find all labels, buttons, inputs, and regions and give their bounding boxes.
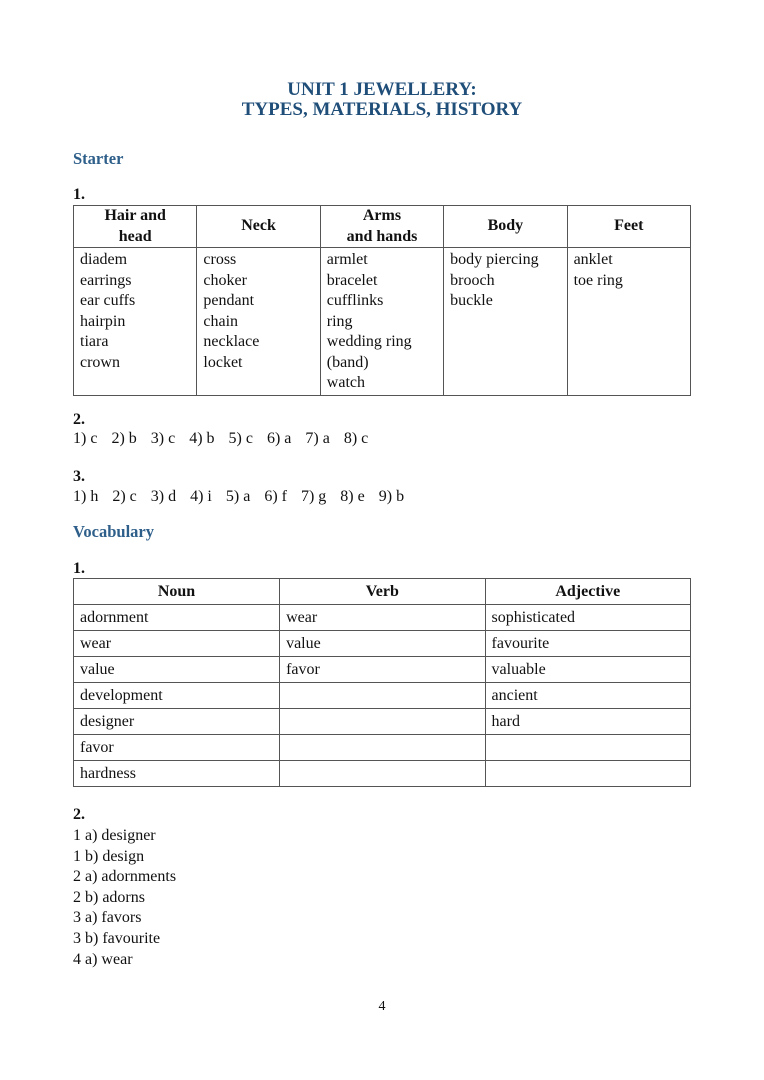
page-number: 4 <box>378 999 386 1014</box>
list-item: wedding ring <box>326 333 412 350</box>
list-item: anklet <box>573 251 613 268</box>
answer-item: 5) a <box>225 488 251 505</box>
table-cell <box>280 761 485 787</box>
list-item: 1 a) designer <box>73 827 156 844</box>
column-header: Body <box>444 206 567 248</box>
answer-item: 2) b <box>111 430 137 447</box>
table-cell: hardness <box>74 761 280 787</box>
starter-ex3-answers <box>73 487 418 507</box>
table-cell: value <box>280 631 485 657</box>
column-header: Adjective <box>485 579 690 605</box>
column-header: Verb <box>280 579 485 605</box>
list-item: 1 b) design <box>73 847 145 865</box>
list-item: watch <box>326 374 365 391</box>
column-header: Noun <box>74 579 280 605</box>
table-cell: development <box>74 683 280 709</box>
list-item: necklace <box>203 333 260 350</box>
list-item: (band) <box>326 353 369 371</box>
answer-item: 1) h <box>73 488 99 505</box>
answer-item: 4) i <box>190 488 212 505</box>
vocabulary-ex1-number: 1. <box>73 560 85 577</box>
list-item: cross <box>203 251 237 268</box>
starter-ex1-number: 1. <box>73 186 85 203</box>
word-forms-table <box>73 578 691 787</box>
unit-title-line-1: UNIT 1 JEWELLERY: <box>287 79 477 100</box>
list-item: earrings <box>80 271 132 289</box>
table-row <box>74 683 691 709</box>
list-item: diadem <box>80 251 128 268</box>
list-item: tiara <box>80 333 109 350</box>
table-cell <box>280 683 485 709</box>
list-item: 2 b) adorns <box>73 888 145 906</box>
table-cell <box>320 248 443 396</box>
list-item: hairpin <box>80 312 126 330</box>
table-cell <box>485 761 690 787</box>
list-item: 3 a) favors <box>73 909 142 927</box>
list-item: ear cuffs <box>80 292 136 309</box>
answer-item: 1) c <box>73 430 98 447</box>
vocabulary-ex2-number: 2. <box>73 806 85 823</box>
table-cell: hard <box>485 709 690 735</box>
table-cell: favourite <box>485 631 690 657</box>
table-row <box>74 248 691 396</box>
list-item: 4 a) wear <box>73 950 133 968</box>
table-row <box>74 605 691 631</box>
list-item: toe ring <box>573 271 623 289</box>
answer-item: 6) a <box>266 430 292 447</box>
table-row <box>74 735 691 761</box>
list-item: 2 a) adornments <box>73 868 177 886</box>
table-cell: wear <box>74 631 280 657</box>
table-cell: favor <box>280 657 485 683</box>
column-header: Hair and head <box>74 206 197 248</box>
vocabulary-ex2-answer-list <box>73 826 176 970</box>
answer-item: 6) f <box>264 488 287 505</box>
answer-item: 9) b <box>378 488 405 505</box>
answer-item: 3) c <box>150 430 176 447</box>
answer-item: 2) c <box>112 488 137 505</box>
table-row <box>74 709 691 735</box>
table-cell: adornment <box>74 605 280 631</box>
answer-item: 3) d <box>150 488 177 505</box>
list-item: armlet <box>326 251 368 268</box>
list-item: 3 b) favourite <box>73 929 161 947</box>
table-cell <box>567 248 690 396</box>
list-item: bracelet <box>326 271 378 289</box>
table-header-row <box>74 206 691 248</box>
list-item: buckle <box>450 292 493 309</box>
answer-item: 7) g <box>300 488 327 505</box>
table-cell <box>197 248 320 396</box>
vocabulary-heading: Vocabulary <box>73 522 154 541</box>
table-header-row <box>74 579 691 605</box>
list-item: brooch <box>450 271 495 289</box>
column-header: Feet <box>567 206 690 248</box>
starter-ex2-answers <box>73 429 382 449</box>
list-item: locket <box>203 353 243 371</box>
column-header: Neck <box>197 206 320 248</box>
list-item: chain <box>203 312 239 330</box>
table-cell: wear <box>280 605 485 631</box>
answer-item: 7) a <box>305 430 330 447</box>
list-item: pendant <box>203 292 255 309</box>
jewellery-body-parts-table <box>73 205 691 396</box>
starter-ex3-number: 3. <box>73 468 85 485</box>
table-cell: favor <box>74 735 280 761</box>
table-cell <box>74 248 197 396</box>
answer-item: 8) c <box>343 430 369 447</box>
answer-item: 5) c <box>228 430 253 447</box>
table-cell <box>280 709 485 735</box>
table-row <box>74 657 691 683</box>
answer-item: 4) b <box>189 430 215 447</box>
list-item: body piercing <box>450 251 539 268</box>
column-header: Arms and hands <box>320 206 443 248</box>
table-cell: designer <box>74 709 280 735</box>
starter-ex2-number: 2. <box>73 411 85 428</box>
list-item: crown <box>80 353 120 371</box>
table-cell: sophisticated <box>485 605 690 631</box>
table-cell: ancient <box>485 683 690 709</box>
starter-heading: Starter <box>73 149 124 168</box>
table-cell <box>444 248 567 396</box>
table-cell <box>280 735 485 761</box>
table-cell <box>485 735 690 761</box>
table-cell: value <box>74 657 280 683</box>
table-cell: valuable <box>485 657 690 683</box>
table-row <box>74 631 691 657</box>
list-item: choker <box>203 271 247 289</box>
answer-item: 8) e <box>340 488 365 505</box>
table-row <box>74 761 691 787</box>
list-item: cufflinks <box>326 292 384 309</box>
unit-title-line-2: TYPES, MATERIALS, HISTORY <box>241 99 523 120</box>
list-item: ring <box>326 312 353 330</box>
